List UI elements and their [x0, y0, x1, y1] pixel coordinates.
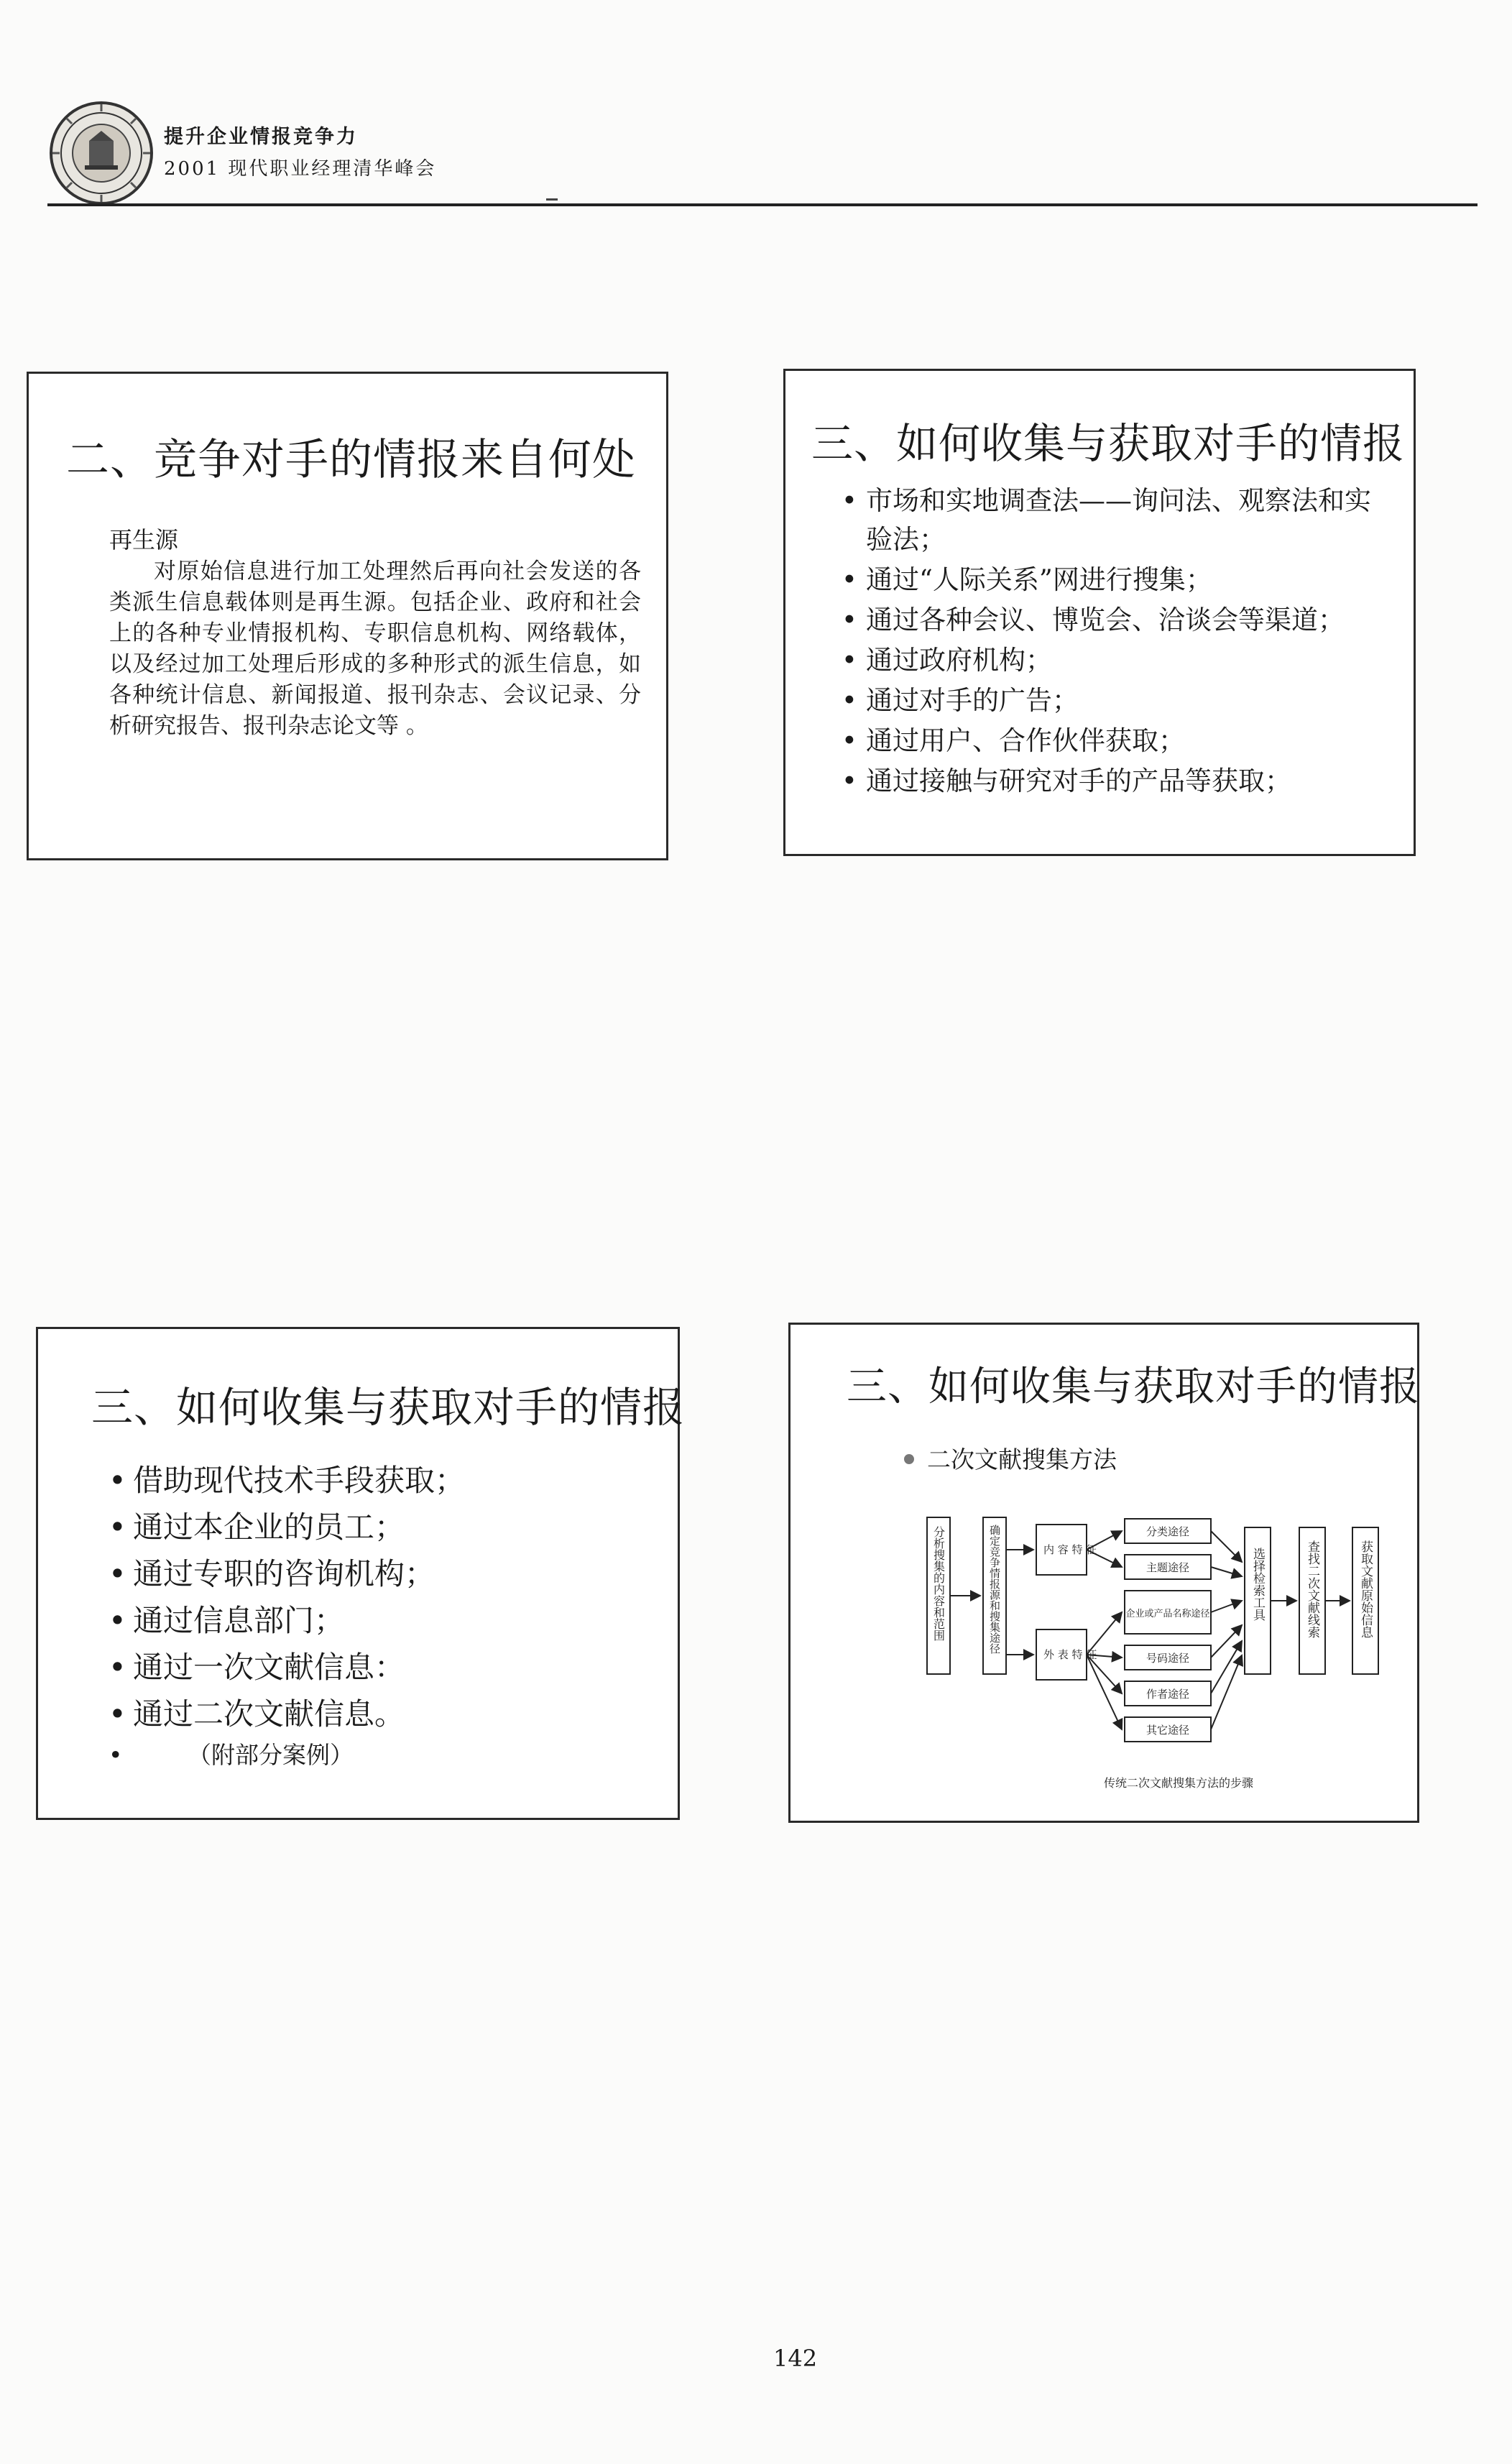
list-item: • 通过专职的咨询机构； — [109, 1550, 655, 1597]
list-item: • 通过信息部门； — [109, 1597, 655, 1644]
flow-label-find-clues: 查找二次文献线索 — [1305, 1540, 1319, 1638]
list-item-note — [109, 1737, 655, 1773]
slide-title: 三、如何收集与获取对手的情报 — [91, 1383, 686, 1432]
flow-label-analyze: 分析搜集的内容和范围 — [931, 1526, 946, 1641]
flow-label-path-0: 分类途径 — [1145, 1525, 1190, 1538]
list-item: • 通过本企业的员工； — [109, 1504, 655, 1550]
flow-label-appearance-features: 外 表 特 征 — [1043, 1648, 1097, 1661]
flow-label-select-tool: 选择检索工具 — [1250, 1548, 1265, 1621]
flow-label-path-1: 主题途径 — [1145, 1561, 1190, 1574]
list-item: • 通过各种会议、博览会、洽谈会等渠道； — [842, 601, 1388, 640]
flow-label-path-2: 企业或产品名称途径 — [1125, 1609, 1210, 1619]
flow-label-path-3: 号码途径 — [1145, 1652, 1190, 1665]
list-item: • 通过对手的广告； — [842, 681, 1388, 720]
flowchart-diagram — [790, 1325, 1421, 1825]
slide-bullet: 二次文献搜集方法 — [927, 1445, 1117, 1474]
flow-label-content-features: 内 容 特 征 — [1043, 1543, 1097, 1556]
list-item: • 市场和实地调查法——询问法、观察法和实验法； — [842, 482, 1388, 559]
slide-sources — [27, 372, 668, 860]
slide-title: 三、如何收集与获取对手的情报 — [847, 1364, 1420, 1410]
header-divider — [47, 203, 1478, 206]
list-item: • 通过一次文献信息： — [109, 1644, 655, 1691]
page-number: 142 — [773, 2345, 818, 2372]
slide-subtitle: 再生源 — [109, 526, 179, 553]
list-item: • 通过“人际关系”网进行搜集； — [842, 561, 1388, 599]
slide-title: 三、如何收集与获取对手的情报 — [811, 419, 1406, 468]
header-subtitle: 2001 现代职业经理清华峰会 — [164, 158, 437, 180]
flow-label-path-5: 其它途径 — [1145, 1724, 1190, 1737]
note-text: （附部分案例） — [188, 1741, 354, 1769]
list-item: • 通过二次文献信息。 — [109, 1691, 655, 1737]
list-item: • 通过政府机构； — [842, 641, 1388, 680]
header-divider-mark — [546, 198, 558, 201]
slide-body-text: 对原始信息进行加工处理然后再向社会发送的各类派生信息载体则是再生源。包括企业、政府和社会上的各种专业情报机构、专职信息机构、网络载体，以及经过加工处理后形成的多种形式的派生信息，如各种统计信息、新闻报道、报刊杂志、会议记录、分析研究报告、报刊杂志论文等 。 — [109, 558, 641, 739]
university-seal-logo — [47, 99, 155, 207]
flow-label-path-4: 作者途径 — [1145, 1688, 1190, 1701]
slide-collection-methods-2 — [36, 1327, 686, 1820]
flow-label-get-original: 获取文献原始信息 — [1358, 1540, 1373, 1638]
list-item: • 通过接触与研究对手的产品等获取； — [842, 762, 1388, 801]
flow-label-determine: 确定竞争情报源和搜集途径 — [988, 1525, 1001, 1654]
header-title: 提升企业情报竞争力 — [164, 126, 358, 148]
bullet-list — [109, 1457, 655, 1773]
list-item: • 借助现代技术手段获取； — [109, 1457, 655, 1504]
slide-title: 二、竞争对手的情报来自何处 — [66, 435, 636, 485]
bullet-list — [842, 482, 1388, 802]
slide-collection-methods-1 — [783, 369, 1416, 856]
diagram-caption: 传统二次文献搜集方法的步骤 — [1103, 1776, 1254, 1790]
list-item: • 通过用户、合作伙伴获取； — [842, 722, 1388, 760]
slide-secondary-literature — [788, 1323, 1419, 1823]
